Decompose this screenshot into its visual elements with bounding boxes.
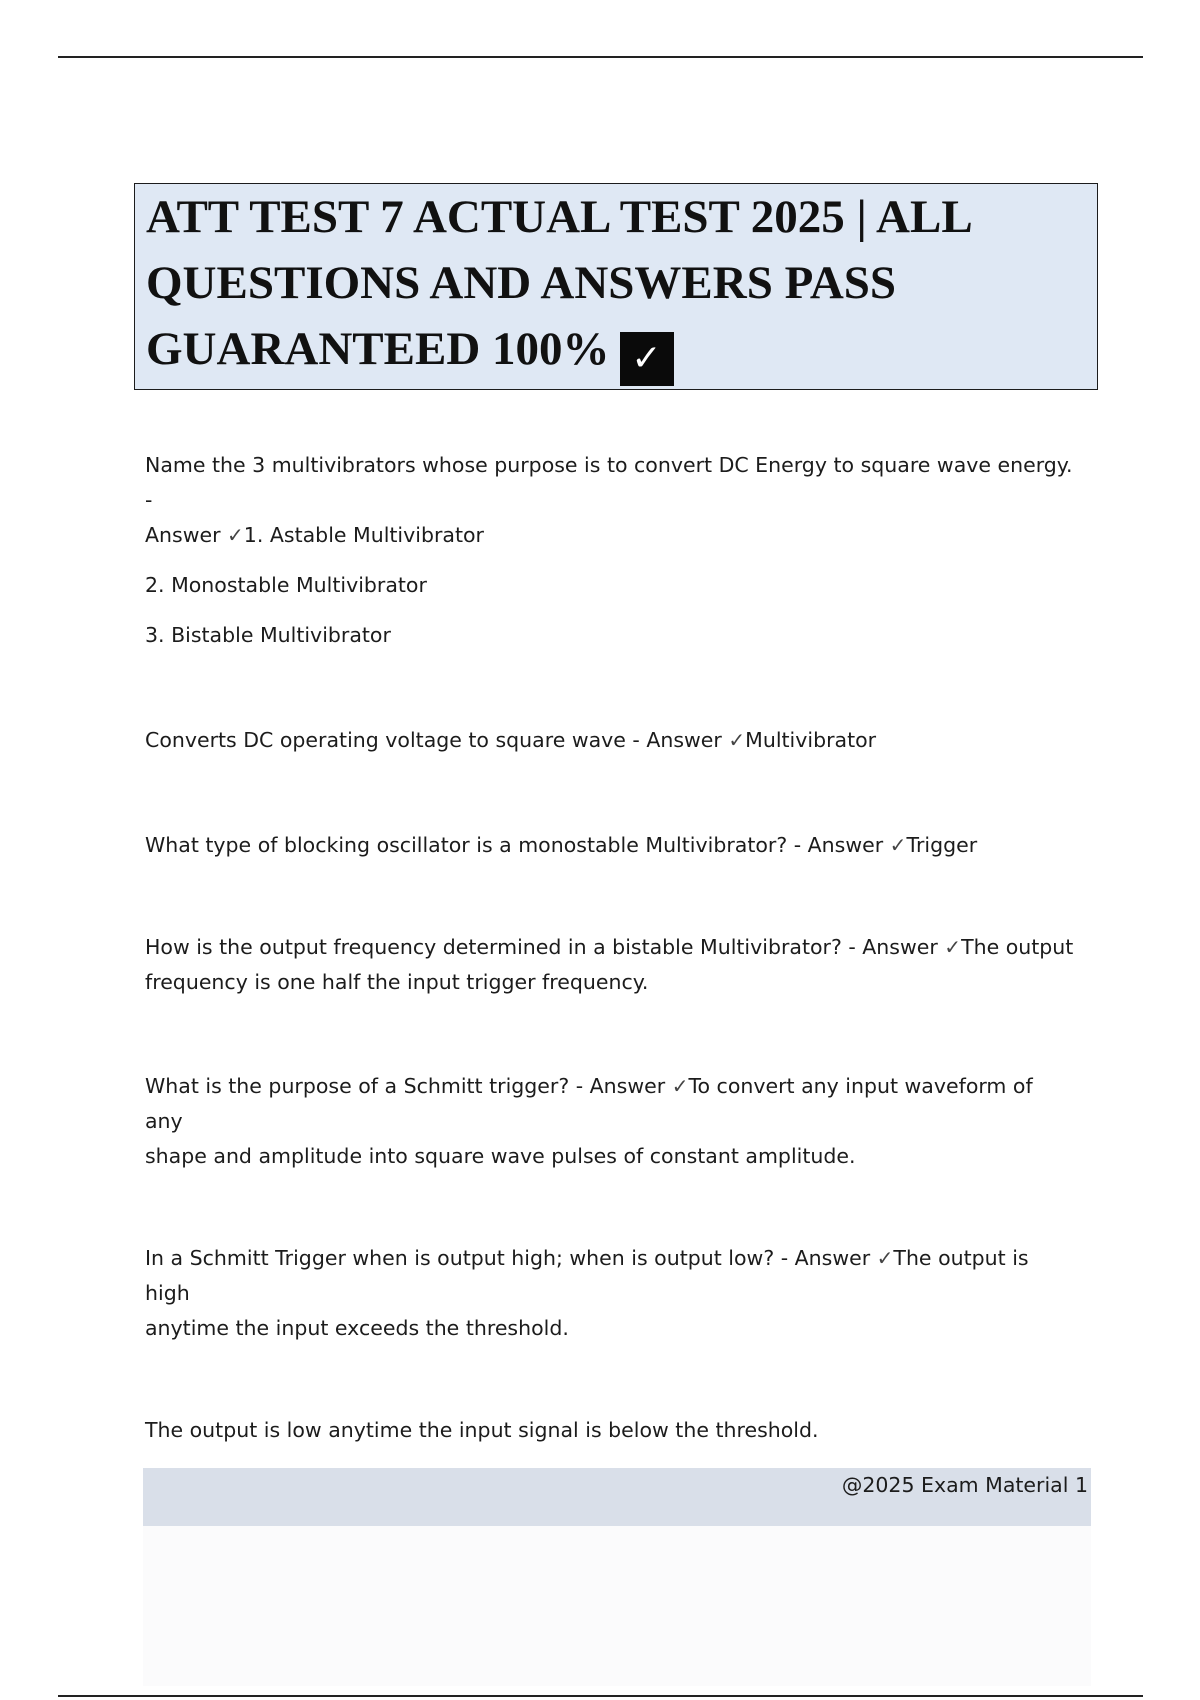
answer-prefix: Answer <box>145 523 228 547</box>
title-box <box>134 183 1098 390</box>
answer-check-icon: ✓ <box>728 728 746 752</box>
answer-text: The output <box>961 935 1074 959</box>
bottom-rule <box>58 1695 1143 1697</box>
qa-content <box>145 448 1075 1448</box>
answer-text: The output is high <box>145 1246 1029 1305</box>
answer-check-icon: ✓ <box>227 523 244 547</box>
answer-text: Trigger <box>906 833 978 857</box>
footer-area <box>143 1526 1091 1686</box>
question-text: Name the 3 multivibrators whose purpose is to convert DC Energy to square wave energy. - <box>145 453 1073 512</box>
qa-item-1-line-3: 3. Bistable Multivibrator <box>145 623 391 647</box>
answer-text-cont: frequency is one half the input trigger frequency. <box>145 970 649 994</box>
answer-check-icon: ✓ <box>944 935 962 959</box>
checkmark-icon: ✓ <box>620 332 674 386</box>
answer-text: To convert any input waveform of any <box>145 1074 1033 1133</box>
question-text: What type of blocking oscillator is a monostable Multivibrator? - Answer <box>145 833 890 857</box>
question-text: How is the output frequency determined in a bistable Multivibrator? - Answer <box>145 935 945 959</box>
question-text: In a Schmitt Trigger when is output high; when is output low? - Answer <box>145 1246 877 1270</box>
title-line-1: ATT TEST 7 ACTUAL TEST 2025 | ALL <box>146 191 973 243</box>
answer-text-cont: shape and amplitude into square wave pulses of constant amplitude. <box>145 1144 856 1168</box>
qa-item-5 <box>145 1069 1075 1174</box>
answer-text-cont: anytime the input exceeds the threshold. <box>145 1316 569 1340</box>
answer-check-icon: ✓ <box>889 833 907 857</box>
answer-check-icon: ✓ <box>671 1074 689 1098</box>
title-line-3: GUARANTEED 100% <box>146 323 610 375</box>
qa-item-3 <box>145 828 1075 863</box>
document-title <box>146 184 1077 386</box>
qa-item-2 <box>145 723 1075 758</box>
question-text: What is the purpose of a Schmitt trigger? - Answer <box>145 1074 672 1098</box>
qa-item-6-extra: The output is low anytime the input signal is below the threshold. <box>145 1418 819 1442</box>
qa-item-1 <box>145 448 1075 553</box>
footer-band <box>143 1468 1091 1526</box>
answer-check-icon: ✓ <box>876 1246 894 1270</box>
title-line-2: QUESTIONS AND ANSWERS PASS <box>146 257 897 309</box>
answer-text: 1. Astable Multivibrator <box>243 523 484 547</box>
top-rule <box>58 56 1143 58</box>
question-text: Converts DC operating voltage to square wave - Answer <box>145 728 729 752</box>
qa-item-1-line-2: 2. Monostable Multivibrator <box>145 573 427 597</box>
qa-item-6 <box>145 1241 1075 1346</box>
qa-item-4 <box>145 930 1075 1000</box>
answer-text: Multivibrator <box>745 728 877 752</box>
footer-text: @2025 Exam Material 1 <box>841 1473 1088 1497</box>
